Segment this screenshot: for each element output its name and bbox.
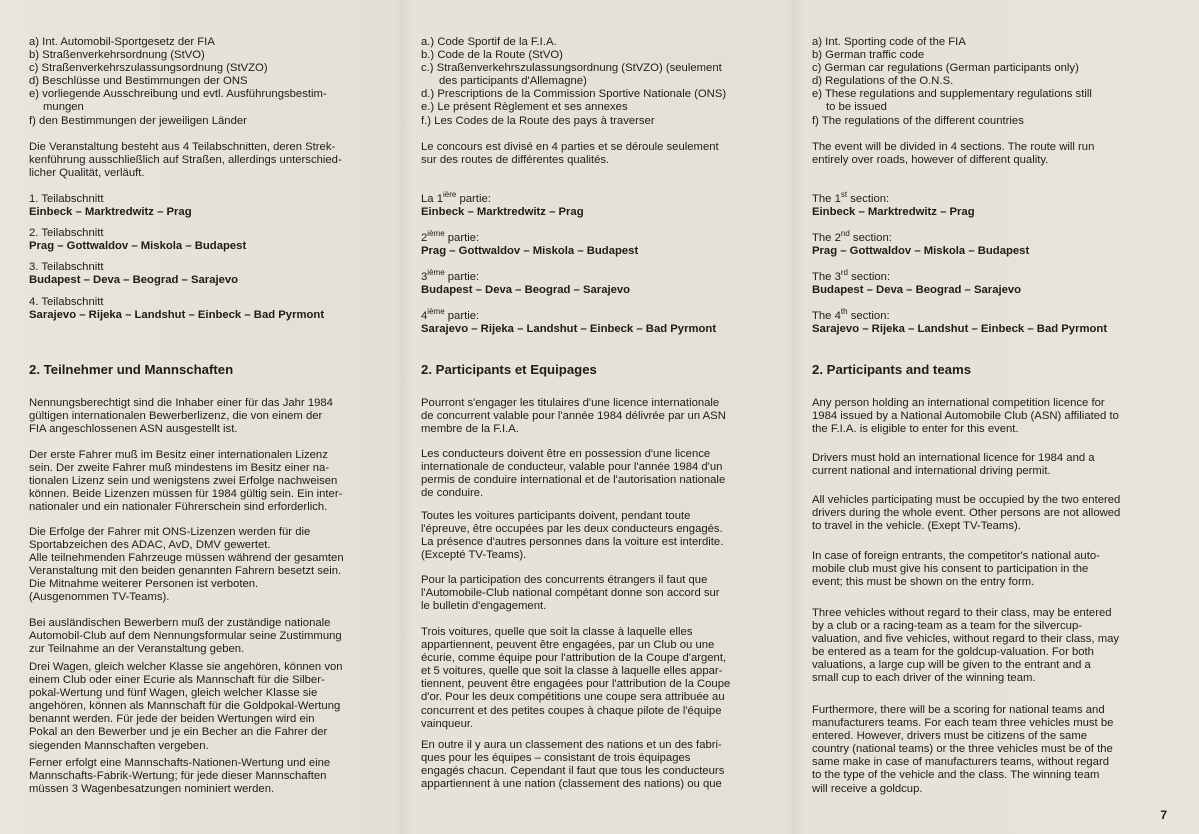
german-para-1 bbox=[29, 397, 387, 436]
french-top bbox=[421, 36, 779, 336]
list-item: a.) Code Sportif de la F.I.A. bbox=[421, 36, 557, 48]
list-item: d) Regulations of the O.N.S. bbox=[812, 75, 954, 88]
text-line: Trois voitures, quelle que soit la classe à laquelle elles bbox=[421, 626, 693, 638]
list-item: b) Straßenverkehrsordnung (StVO) bbox=[29, 49, 205, 62]
section-route: Sarajevo – Rijeka – Landshut – Einbeck – Bad Pyrmont bbox=[29, 308, 325, 321]
intro-line: kenführung ausschließlich auf Straßen, allerdings unterschied- bbox=[29, 153, 342, 166]
list-item: mungen bbox=[43, 101, 84, 114]
english-para-3 bbox=[812, 494, 1170, 533]
text-line: tiennent, peuvent être engagées pour l'attribution de la Coupe bbox=[421, 678, 731, 691]
text-line: Toutes les voitures participants doivent, pendant toute bbox=[421, 510, 691, 522]
section-label: 2ième partie: bbox=[421, 228, 480, 244]
intro-line: sur des routes de différentes qualités. bbox=[421, 153, 610, 166]
english-para-4 bbox=[812, 550, 1170, 589]
english-para-2 bbox=[812, 452, 1170, 478]
text-line: concurrent et des petites coupes à chaque pilote de l'équipe bbox=[421, 704, 722, 717]
german-top bbox=[29, 36, 387, 322]
text-line: internationale de conducteur, valable pour l'année 1984 d'un bbox=[421, 461, 723, 474]
english-para-1 bbox=[812, 397, 1170, 436]
text-line: angehören, können als Mannschaft für die Goldpokal-Wertung bbox=[29, 700, 341, 713]
section-label: 2. Teilabschnitt bbox=[29, 227, 104, 240]
text-line: appartiennent à une nation (classement des nations) ou que bbox=[421, 778, 722, 791]
section-route: Einbeck – Marktredwitz – Prag bbox=[421, 205, 584, 218]
french-regulations-list bbox=[421, 36, 779, 128]
list-item: f) The regulations of the different countries bbox=[812, 114, 1024, 127]
french-heading: 2. Participants et Equipages bbox=[421, 362, 597, 377]
text-line: La présence d'autres personnes dans la voiture est interdite. bbox=[421, 536, 724, 549]
text-line: siegenden Mannschaften vergeben. bbox=[29, 739, 209, 752]
text-line: tionalen Lizenz sein und wenigstens zwei Erfolge nachweisen bbox=[29, 475, 338, 488]
text-line: Automobil-Club auf dem Nennungsformular seine Zustimmung bbox=[29, 630, 342, 643]
text-line: müssen 3 Wagenbesatzungen nominiert werden. bbox=[29, 783, 275, 796]
text-line: Die Mitnahme weiterer Personen ist verboten. bbox=[29, 578, 259, 591]
text-line: event; this must be shown on the entry form. bbox=[812, 576, 1035, 589]
section-route: Budapest – Deva – Beograd – Sarajevo bbox=[421, 283, 631, 296]
list-item: e.) Le présent Règlement et ses annexes bbox=[421, 101, 628, 114]
english-regulations-list bbox=[812, 36, 1170, 128]
text-line: et 5 voitures, quelle que soit la classe à laquelle elles appar- bbox=[421, 665, 723, 678]
text-line: valuations, a large cup will be given to the entrant and a bbox=[812, 659, 1091, 672]
intro-line: Le concours est divisé en 4 parties et se déroule seulement bbox=[421, 140, 719, 153]
text-line: d'or. Pour les deux compétitions une coupe sera attribuée au bbox=[421, 691, 725, 704]
section-label: 4. Teilabschnitt bbox=[29, 295, 104, 308]
text-line: (Excepté TV-Teams). bbox=[421, 549, 527, 562]
section-route: Einbeck – Marktredwitz – Prag bbox=[812, 205, 975, 218]
section-route: Sarajevo – Rijeka – Landshut – Einbeck – Bad Pyrmont bbox=[421, 322, 717, 335]
list-item: b) German traffic code bbox=[812, 49, 925, 62]
text-line: nationaler und ein nationaler Führerschein sind erforderlich. bbox=[29, 501, 328, 514]
text-line: membre de la F.I.A. bbox=[421, 423, 519, 436]
german-para-6 bbox=[29, 661, 387, 753]
text-line: zur Teilnahme an der Veranstaltung geben. bbox=[29, 643, 245, 656]
text-line: (Ausgenommen TV-Teams). bbox=[29, 591, 170, 604]
text-line: Les conducteurs doivent être en possession d'une licence bbox=[421, 448, 711, 460]
text-line: All vehicles participating must be occupied by the two entered bbox=[812, 494, 1121, 506]
list-item: to be issued bbox=[826, 101, 887, 114]
list-item: e) vorliegende Ausschreibung und evtl. Ausführungsbestim- bbox=[29, 88, 327, 101]
text-line: manufacturers teams. For each team three vehicles must be bbox=[812, 717, 1114, 730]
text-line: to the type of the vehicle and the class. The winning team bbox=[812, 769, 1100, 782]
german-regulations-list bbox=[29, 36, 387, 128]
text-line: Bei ausländischen Bewerbern muß der zuständige nationale bbox=[29, 617, 331, 629]
text-line: vainqueur. bbox=[421, 717, 474, 730]
text-line: En outre il y aura un classement des nations et un des fabri- bbox=[421, 739, 722, 751]
list-item: des participants d'Allemagne) bbox=[439, 75, 587, 88]
french-para-4 bbox=[421, 574, 779, 613]
section-label: The 4th section: bbox=[812, 306, 890, 322]
text-line: Furthermore, there will be a scoring for national teams and bbox=[812, 704, 1105, 716]
text-line: entered. However, drivers must be citizens of the same bbox=[812, 730, 1088, 743]
section-label: The 1st section: bbox=[812, 189, 890, 205]
intro-line: Die Veranstaltung besteht aus 4 Teilabschnitten, deren Strek- bbox=[29, 140, 336, 153]
list-item: e) These regulations and supplementary regulations still bbox=[812, 88, 1092, 101]
text-line: In case of foreign entrants, the competitor's national auto- bbox=[812, 550, 1100, 562]
section-route: Budapest – Deva – Beograd – Sarajevo bbox=[29, 274, 239, 287]
text-line: Sportabzeichen des ADAC, AvD, DMV gewertet. bbox=[29, 539, 271, 552]
text-line: will receive a goldcup. bbox=[812, 782, 923, 795]
text-line: einem Club oder einer Ecurie als Mannschaft für die Silber- bbox=[29, 674, 325, 687]
text-line: to travel in the vehicle. (Exept TV-Teams). bbox=[812, 520, 1021, 533]
section-route: Prag – Gottwaldov – Miskola – Budapest bbox=[421, 244, 639, 257]
text-line: Alle teilnehmenden Fahrzeuge müssen während der gesamten bbox=[29, 552, 344, 564]
text-line: Mannschafts-Fabrik-Wertung; für jede dieser Mannschaften bbox=[29, 770, 327, 783]
text-line: FIA angeschlossenen ASN ausgestellt ist. bbox=[29, 423, 238, 436]
text-line: sein. Der zweite Fahrer muß mindestens im Besitz einer na- bbox=[29, 462, 330, 475]
list-item: c.) Straßenverkehrszulassungsordnung (StVZO) (seulement bbox=[421, 62, 722, 75]
intro-line: licher Qualität, verläuft. bbox=[29, 166, 145, 179]
text-line: current national and international driving permit. bbox=[812, 465, 1051, 478]
text-line: ques pour les équipes – consistant de trois équipages bbox=[421, 752, 691, 765]
french-para-3 bbox=[421, 510, 779, 562]
text-line: by a club or a racing-team as a team for the silvercup- bbox=[812, 620, 1082, 633]
french-para-5 bbox=[421, 626, 779, 731]
intro-line: entirely over roads, however of different quality. bbox=[812, 153, 1049, 166]
english-para-6 bbox=[812, 704, 1170, 796]
list-item: f.) Les Codes de la Route des pays à traverser bbox=[421, 114, 655, 127]
text-line: Veranstaltung mit den beiden genannten Fahrern besetzt sein. bbox=[29, 565, 342, 578]
text-line: l'Automobile-Club national compétant donne son accord sur bbox=[421, 587, 720, 600]
text-line: permis de conduire international et de l'autorisation nationale bbox=[421, 474, 726, 487]
text-line: Drei Wagen, gleich welcher Klasse sie angehören, können von bbox=[29, 661, 343, 673]
text-line: l'épreuve, être occupées par les deux conducteurs engagés. bbox=[421, 523, 723, 536]
page-number: 7 bbox=[1160, 808, 1167, 822]
text-line: mobile club must give his consent to participation in the bbox=[812, 563, 1089, 576]
list-item: c) Straßenverkehrszulassungsordnung (StVZO) bbox=[29, 62, 268, 75]
text-line: Die Erfolge der Fahrer mit ONS-Lizenzen werden für die bbox=[29, 526, 311, 538]
text-line: appartiennent, peuvent être engagées, par un Club ou une bbox=[421, 639, 715, 652]
text-line: drivers during the whole event. Other persons are not allowed bbox=[812, 507, 1121, 520]
text-line: small cup to each driver of the winning team. bbox=[812, 672, 1036, 685]
section-label: La $1^{ière}$ partie: bbox=[421, 189, 491, 205]
text-line: Nennungsberechtigt sind die Inhaber einer für das Jahr 1984 bbox=[29, 397, 333, 409]
section-route: Einbeck – Marktredwitz – Prag bbox=[29, 206, 192, 219]
text-line: écurie, comme équipe pour l'attribution de la Coupe d'argent, bbox=[421, 652, 727, 665]
section-label: The 2nd section: bbox=[812, 228, 892, 244]
text-line: Drivers must hold an international licence for 1984 and a bbox=[812, 452, 1095, 464]
text-line: Ferner erfolgt eine Mannschafts-Nationen-Wertung und eine bbox=[29, 757, 331, 769]
text-line: pokal-Wertung und fünf Wagen, gleich welcher Klasse sie bbox=[29, 687, 318, 700]
section-label: The 3rd section: bbox=[812, 267, 891, 283]
text-line: Pokal an den Bewerber und je ein Becher an die Fahrer der bbox=[29, 726, 328, 739]
text-line: Any person holding an international competition licence for bbox=[812, 397, 1105, 409]
text-line: same make in case of manufacturers teams, without regard bbox=[812, 756, 1109, 769]
intro-line: The event will be divided in 4 sections. The route will run bbox=[812, 140, 1095, 153]
text-line: können. Beide Lizenzen müssen für 1984 gültig sein. Ein inter- bbox=[29, 488, 343, 501]
text-line: benannt werden. Für jede der beiden Wertungen wird ein bbox=[29, 713, 315, 726]
french-para-2 bbox=[421, 448, 779, 500]
section-label: 4ième partie: bbox=[421, 306, 480, 322]
text-line: gültigen internationalen Bewerberlizenz, die von einem der bbox=[29, 410, 323, 423]
list-item: c) German car regulations (German participants only) bbox=[812, 62, 1079, 75]
french-para-1 bbox=[421, 397, 779, 436]
list-item: f) den Bestimmungen der jeweiligen Länder bbox=[29, 114, 247, 127]
text-line: de concurrent valable pour l'année 1984 délivrée par un ASN bbox=[421, 410, 726, 423]
text-line: country (national teams) or the three vehicles must be of the bbox=[812, 743, 1113, 756]
text-line: Pour la participation des concurrents étrangers il faut que bbox=[421, 574, 708, 586]
german-para-7 bbox=[29, 757, 387, 796]
section-route: Prag – Gottwaldov – Miskola – Budapest bbox=[812, 244, 1030, 257]
text-line: 1984 issued by a National Automobile Club (ASN) affiliated to bbox=[812, 410, 1119, 423]
english-top bbox=[812, 36, 1170, 336]
list-item: d) Beschlüsse und Bestimmungen der ONS bbox=[29, 75, 248, 88]
text-line: be entered as a team for the goldcup-valuation. For both bbox=[812, 646, 1094, 659]
section-route: Prag – Gottwaldov – Miskola – Budapest bbox=[29, 240, 247, 253]
english-heading: 2. Participants and teams bbox=[812, 362, 972, 377]
text-line: Pourront s'engager les titulaires d'une licence internationale bbox=[421, 397, 720, 409]
text-line: the F.I.A. is eligible to enter for this event. bbox=[812, 423, 1019, 436]
german-para-5 bbox=[29, 617, 387, 656]
text-line: le bulletin d'engagement. bbox=[421, 600, 547, 613]
section-route: Budapest – Deva – Beograd – Sarajevo bbox=[812, 283, 1022, 296]
text-line: Three vehicles without regard to their class, may be entered bbox=[812, 607, 1112, 619]
list-item: d.) Prescriptions de la Commission Sportive Nationale (ONS) bbox=[421, 88, 727, 101]
text-line: Der erste Fahrer muß im Besitz einer internationalen Lizenz bbox=[29, 449, 328, 461]
german-heading: 2. Teilnehmer und Mannschaften bbox=[29, 362, 234, 377]
english-para-5 bbox=[812, 607, 1170, 686]
german-para-2 bbox=[29, 449, 387, 514]
list-item: a) Int. Sporting code of the FIA bbox=[812, 36, 966, 48]
german-para-3 bbox=[29, 526, 387, 552]
german-para-4 bbox=[29, 552, 387, 604]
list-item: a) Int. Automobil-Sportgesetz der FIA bbox=[29, 36, 215, 48]
french-para-6 bbox=[421, 739, 779, 791]
text-line: de conduire. bbox=[421, 487, 484, 500]
section-label: 3ième partie: bbox=[421, 267, 480, 283]
text-line: valuation, and five vehicles, without regard to their class, may bbox=[812, 633, 1120, 646]
section-label: 3. Teilabschnitt bbox=[29, 261, 104, 274]
section-route: Sarajevo – Rijeka – Landshut – Einbeck – Bad Pyrmont bbox=[812, 322, 1108, 335]
list-item: b.) Code de la Route (StVO) bbox=[421, 49, 563, 62]
section-label: 1. Teilabschnitt bbox=[29, 192, 104, 205]
text-line: engagés chacun. Cependant il faut que tous les conducteurs bbox=[421, 765, 725, 778]
